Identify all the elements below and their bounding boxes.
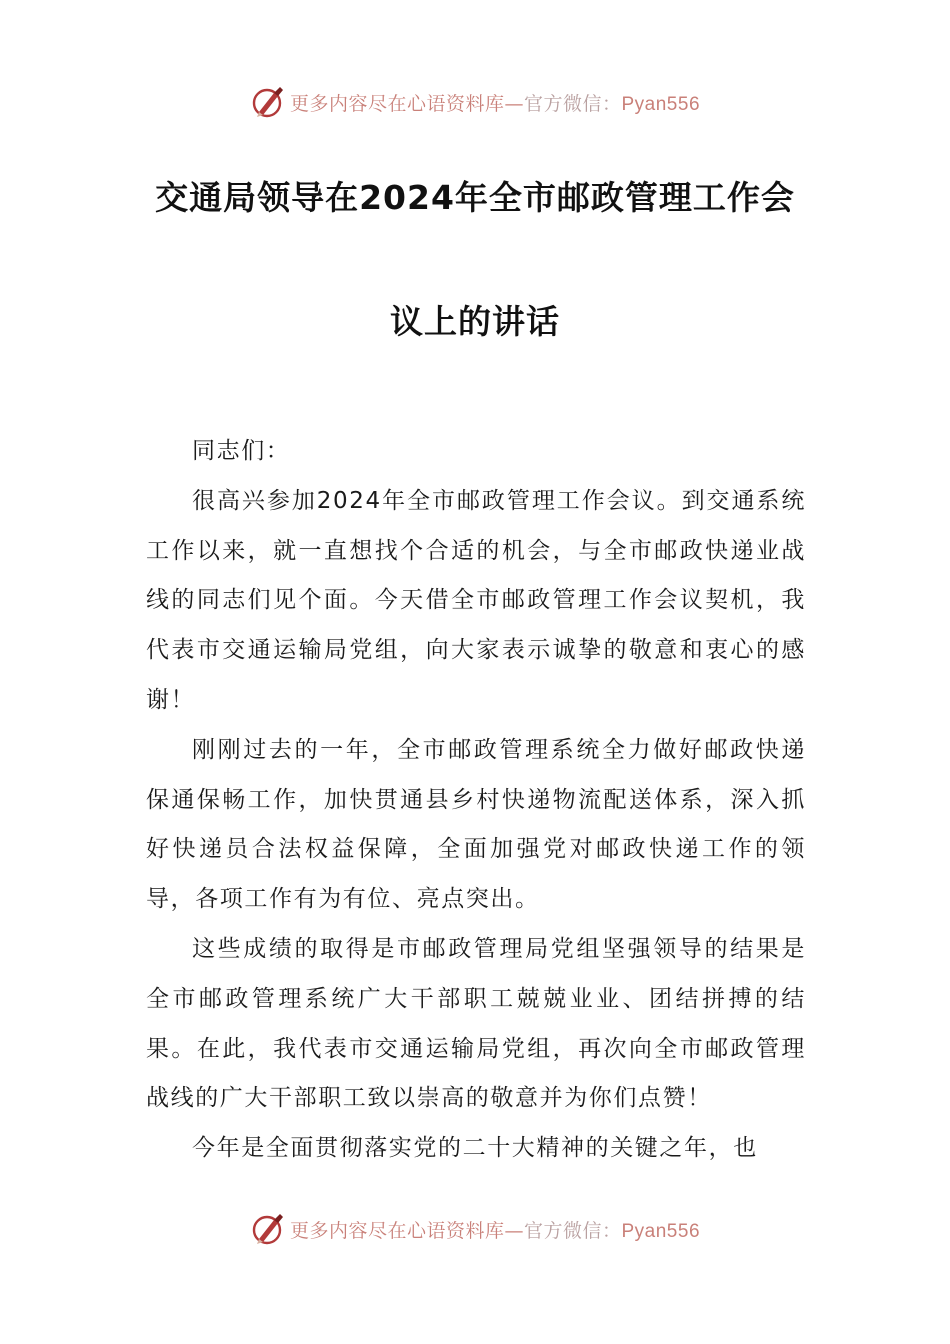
pen-in-circle-icon xyxy=(250,84,286,120)
banner-text xyxy=(290,89,700,116)
header-banner xyxy=(0,82,950,122)
paragraph-salutation: 同志们： xyxy=(192,438,291,464)
pen-in-circle-icon xyxy=(250,1211,286,1247)
banner-main-text: 更多内容尽在心语资料库— xyxy=(289,1219,524,1242)
banner-main-text: 更多内容尽在心语资料库— xyxy=(289,92,524,115)
paragraph: 今年是全面贯彻落实党的二十大精神的关键之年，也 xyxy=(192,1135,758,1162)
banner-wx-id: Pyan556 xyxy=(621,93,701,115)
banner-wx-label: 官方微信： xyxy=(523,92,622,115)
paragraph: 这些成绩的取得是市邮政管理局党组坚强领导的结果是全市邮政管理系统广大干部职工兢兢业业、团结拼搏的结果。在此，我代表市交通运输局党组，再次向全市邮政管理战线的广大干部职工致以崇高的敬意并为你们点赞！ xyxy=(146,935,806,1112)
document-title-line-1: 交通局领导在2024年全市邮政管理工作会 xyxy=(155,178,795,217)
paragraph: 刚刚过去的一年，全市邮政管理系统全力做好邮政快递保通保畅工作，加快贯通县乡村快递物流配送体系，深入抓好快递员合法权益保障，全面加强党对邮政快递工作的领导，各项工作有为有位、亮点突出。 xyxy=(146,736,806,913)
document-body xyxy=(146,427,806,1174)
banner-wx-label: 官方微信： xyxy=(523,1219,622,1242)
footer-banner xyxy=(0,1209,950,1249)
document-title-line-2: 议上的讲话 xyxy=(390,302,560,341)
paragraph: 很高兴参加2024年全市邮政管理工作会议。到交通系统工作以来，就一直想找个合适的机会，与全市邮政快递业战线的同志们见个面。今天借全市邮政管理工作会议契机，我代表市交通运输局党组，向大家表示诚挚的敬意和衷心的感谢！ xyxy=(146,487,806,713)
banner-wx-id: Pyan556 xyxy=(621,1220,701,1242)
banner-text xyxy=(290,1216,700,1243)
